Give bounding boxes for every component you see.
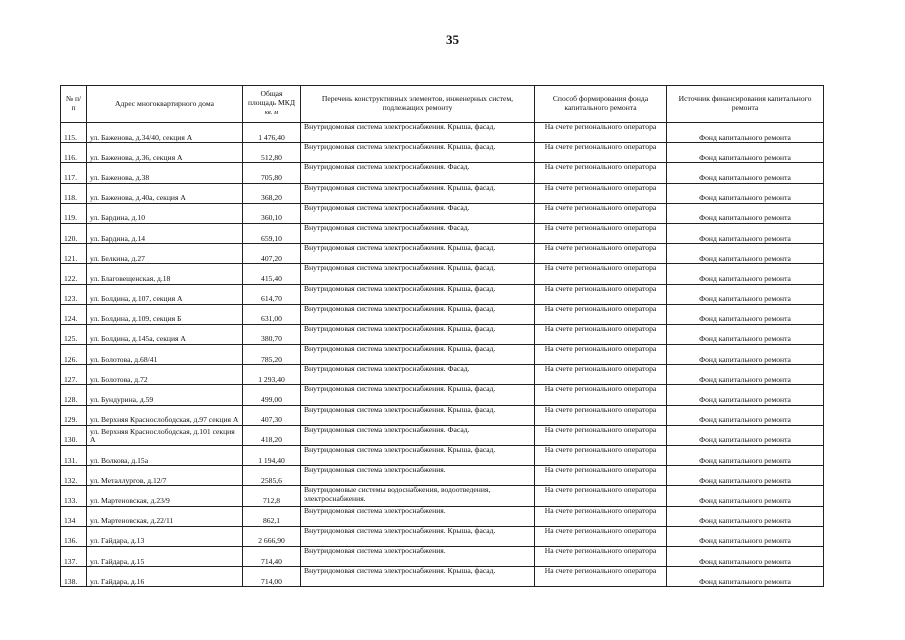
row-works: Внутридомовая система электроснабжения. Крыша, фасад. — [301, 405, 535, 425]
row-number: 130. — [61, 425, 87, 445]
row-area: 631,00 — [243, 304, 301, 324]
row-works: Внутридомовая система электроснабжения. Крыша, фасад. — [301, 526, 535, 546]
row-address: ул. Болотова, д.68/41 — [87, 345, 243, 365]
header-method: Способ формирования фонда капитального ремонта — [535, 86, 667, 123]
row-number: 125. — [61, 324, 87, 344]
row-area: 862,1 — [243, 506, 301, 526]
header-num: № п/п — [61, 86, 87, 123]
table-row — [61, 264, 824, 284]
row-source: Фонд капитального ремонта — [667, 506, 824, 526]
row-works: Внутридомовая система электроснабжения. — [301, 506, 535, 526]
row-area: 380,70 — [243, 324, 301, 344]
row-number: 120. — [61, 223, 87, 243]
table-row — [61, 466, 824, 486]
row-source: Фонд капитального ремонта — [667, 284, 824, 304]
row-method: На счете регионального оператора — [535, 466, 667, 486]
row-number: 137. — [61, 546, 87, 566]
row-address: ул. Бундурина, д.59 — [87, 385, 243, 405]
row-source: Фонд капитального ремонта — [667, 324, 824, 344]
row-works: Внутридомовая система электроснабжения. Фасад. — [301, 365, 535, 385]
row-area: 368,20 — [243, 183, 301, 203]
row-works: Внутридомовая система электроснабжения. Крыша, фасад. — [301, 284, 535, 304]
row-method: На счете регионального оператора — [535, 526, 667, 546]
row-number: 117. — [61, 163, 87, 183]
table-row — [61, 446, 824, 466]
row-method: На счете регионального оператора — [535, 365, 667, 385]
header-works: Перечень конструктивных элементов, инженерных систем, подлежащих ремонту — [301, 86, 535, 123]
row-area: 499,00 — [243, 385, 301, 405]
table-row — [61, 385, 824, 405]
row-method: На счете регионального оператора — [535, 446, 667, 466]
table-row — [61, 183, 824, 203]
table-row — [61, 223, 824, 243]
row-number: 115. — [61, 123, 87, 143]
table-row — [61, 526, 824, 546]
row-source: Фонд капитального ремонта — [667, 526, 824, 546]
row-method: На счете регионального оператора — [535, 546, 667, 566]
row-source: Фонд капитального ремонта — [667, 546, 824, 566]
row-area: 1 476,40 — [243, 123, 301, 143]
row-source: Фонд капитального ремонта — [667, 446, 824, 466]
row-source: Фонд капитального ремонта — [667, 405, 824, 425]
row-address: ул. Бардина, д.10 — [87, 203, 243, 223]
row-area: 418,20 — [243, 425, 301, 445]
row-address: ул. Баженова, д.36, секция А — [87, 143, 243, 163]
table-row — [61, 203, 824, 223]
row-number: 122. — [61, 264, 87, 284]
row-works: Внутридомовая система электроснабжения. Крыша, фасад. — [301, 143, 535, 163]
table-row — [61, 506, 824, 526]
table-row — [61, 405, 824, 425]
row-area: 1 194,40 — [243, 446, 301, 466]
row-area: 714,00 — [243, 567, 301, 587]
row-address: ул. Болдина, д.109, секция Б — [87, 304, 243, 324]
row-address: ул. Верхняя Краснослободская, д.101 секция А — [87, 425, 243, 445]
row-number: 131. — [61, 446, 87, 466]
row-address: ул. Верхняя Краснослободская, д.97 секция А — [87, 405, 243, 425]
row-works: Внутридомовые системы водоснабжения, водоотведения, электроснабжения. — [301, 486, 535, 506]
row-number: 138. — [61, 567, 87, 587]
row-source: Фонд капитального ремонта — [667, 567, 824, 587]
row-source: Фонд капитального ремонта — [667, 385, 824, 405]
table-row — [61, 486, 824, 506]
row-method: На счете регионального оператора — [535, 567, 667, 587]
row-works: Внутридомовая система электроснабжения. Фасад. — [301, 203, 535, 223]
row-address: ул. Болдина, д.107, секция А — [87, 284, 243, 304]
row-number: 118. — [61, 183, 87, 203]
row-area: 614,70 — [243, 284, 301, 304]
row-source: Фонд капитального ремонта — [667, 304, 824, 324]
row-method: На счете регионального оператора — [535, 385, 667, 405]
row-works: Внутридомовая система электроснабжения. Фасад. — [301, 425, 535, 445]
row-method: На счете регионального оператора — [535, 506, 667, 526]
row-number: 126. — [61, 345, 87, 365]
row-works: Внутридомовая система электроснабжения. Крыша, фасад. — [301, 446, 535, 466]
row-method: На счете регионального оператора — [535, 425, 667, 445]
row-area: 360,10 — [243, 203, 301, 223]
table-row — [61, 163, 824, 183]
row-address: ул. Болдина, д.145а, секция А — [87, 324, 243, 344]
row-number: 123. — [61, 284, 87, 304]
row-area: 705,80 — [243, 163, 301, 183]
row-address: ул. Баженова, д.38 — [87, 163, 243, 183]
table-row — [61, 365, 824, 385]
row-area: 407,20 — [243, 244, 301, 264]
table-row — [61, 345, 824, 365]
row-address: ул. Металлургов, д.12/7 — [87, 466, 243, 486]
row-source: Фонд капитального ремонта — [667, 244, 824, 264]
row-source: Фонд капитального ремонта — [667, 163, 824, 183]
header-source: Источник финансирования капитального ремонта — [667, 86, 824, 123]
row-works: Внутридомовая система электроснабжения. — [301, 546, 535, 566]
row-works: Внутридомовая система электроснабжения. Крыша, фасад. — [301, 123, 535, 143]
header-area-unit: кв. м — [264, 109, 279, 117]
repair-program-table — [60, 85, 824, 587]
table-row — [61, 244, 824, 264]
row-method: На счете регионального оператора — [535, 223, 667, 243]
table-row — [61, 284, 824, 304]
row-address: ул. Баженова, д.34/40, секция А — [87, 123, 243, 143]
row-area: 785,20 — [243, 345, 301, 365]
table-row — [61, 123, 824, 143]
row-number: 134 — [61, 506, 87, 526]
page-number: 35 — [446, 32, 459, 47]
row-works: Внутридомовая система электроснабжения. — [301, 466, 535, 486]
row-works: Внутридомовая система электроснабжения. Крыша, фасад. — [301, 264, 535, 284]
table-header-row — [61, 86, 824, 123]
table-row — [61, 546, 824, 566]
header-address: Адрес многоквартирного дома — [87, 86, 243, 123]
row-address: ул. Благовещенская, д.18 — [87, 264, 243, 284]
row-method: На счете регионального оператора — [535, 345, 667, 365]
row-method: На счете регионального оператора — [535, 486, 667, 506]
row-source: Фонд капитального ремонта — [667, 223, 824, 243]
row-works: Внутридомовая система электроснабжения. Крыша, фасад. — [301, 183, 535, 203]
row-address: ул. Болотова, д.72 — [87, 365, 243, 385]
row-method: На счете регионального оператора — [535, 163, 667, 183]
row-method: На счете регионального оператора — [535, 304, 667, 324]
row-source: Фонд капитального ремонта — [667, 345, 824, 365]
row-source: Фонд капитального ремонта — [667, 425, 824, 445]
table-row — [61, 425, 824, 445]
row-source: Фонд капитального ремонта — [667, 123, 824, 143]
row-source: Фонд капитального ремонта — [667, 143, 824, 163]
row-method: На счете регионального оператора — [535, 264, 667, 284]
row-address: ул. Белкина, д.27 — [87, 244, 243, 264]
row-works: Внутридомовая система электроснабжения. Фасад. — [301, 163, 535, 183]
row-number: 136. — [61, 526, 87, 546]
header-area-label: Общая площадь МКД — [247, 89, 296, 107]
row-works: Внутридомовая система электроснабжения. Крыша, фасад. — [301, 244, 535, 264]
row-method: На счете регионального оператора — [535, 284, 667, 304]
row-number: 129. — [61, 405, 87, 425]
row-works: Внутридомовая система электроснабжения. Крыша, фасад. — [301, 567, 535, 587]
header-area — [243, 86, 301, 123]
row-source: Фонд капитального ремонта — [667, 203, 824, 223]
row-method: На счете регионального оператора — [535, 183, 667, 203]
table-body — [61, 123, 824, 587]
row-method: На счете регионального оператора — [535, 143, 667, 163]
row-address: ул. Волкова, д.15а — [87, 446, 243, 466]
table-row — [61, 324, 824, 344]
row-number: 128. — [61, 385, 87, 405]
row-area: 2 666,90 — [243, 526, 301, 546]
row-address: ул. Баженова, д.40а, секция А — [87, 183, 243, 203]
table-row — [61, 143, 824, 163]
row-address: ул. Гайдара, д.15 — [87, 546, 243, 566]
row-area: 2585,6 — [243, 466, 301, 486]
row-number: 119. — [61, 203, 87, 223]
row-address: ул. Мартеновская, д.23/9 — [87, 486, 243, 506]
table-row — [61, 567, 824, 587]
row-address: ул. Мартеновская, д.22/11 — [87, 506, 243, 526]
row-address: ул. Гайдара, д.13 — [87, 526, 243, 546]
row-area: 407,30 — [243, 405, 301, 425]
row-number: 133. — [61, 486, 87, 506]
row-works: Внутридомовая система электроснабжения. Крыша, фасад. — [301, 324, 535, 344]
row-number: 121. — [61, 244, 87, 264]
row-source: Фонд капитального ремонта — [667, 183, 824, 203]
row-method: На счете регионального оператора — [535, 203, 667, 223]
row-works: Внутридомовая система электроснабжения. Крыша, фасад. — [301, 304, 535, 324]
row-number: 116. — [61, 143, 87, 163]
row-works: Внутридомовая система электроснабжения. Крыша, фасад. — [301, 345, 535, 365]
row-source: Фонд капитального ремонта — [667, 264, 824, 284]
row-method: На счете регионального оператора — [535, 405, 667, 425]
row-number: 124. — [61, 304, 87, 324]
row-area: 415,40 — [243, 264, 301, 284]
row-number: 127. — [61, 365, 87, 385]
row-method: На счете регионального оператора — [535, 244, 667, 264]
row-works: Внутридомовая система электроснабжения. Крыша, фасад. — [301, 385, 535, 405]
row-area: 512,80 — [243, 143, 301, 163]
row-area: 1 293,40 — [243, 365, 301, 385]
row-address: ул. Бардина, д.14 — [87, 223, 243, 243]
row-number: 132. — [61, 466, 87, 486]
row-area: 659,10 — [243, 223, 301, 243]
row-works: Внутридомовая система электроснабжения. Фасад. — [301, 223, 535, 243]
row-area: 714,40 — [243, 546, 301, 566]
row-source: Фонд капитального ремонта — [667, 486, 824, 506]
row-method: На счете регионального оператора — [535, 324, 667, 344]
row-area: 712,8 — [243, 486, 301, 506]
row-source: Фонд капитального ремонта — [667, 466, 824, 486]
table-row — [61, 304, 824, 324]
row-source: Фонд капитального ремонта — [667, 365, 824, 385]
row-method: На счете регионального оператора — [535, 123, 667, 143]
row-address: ул. Гайдара, д.16 — [87, 567, 243, 587]
